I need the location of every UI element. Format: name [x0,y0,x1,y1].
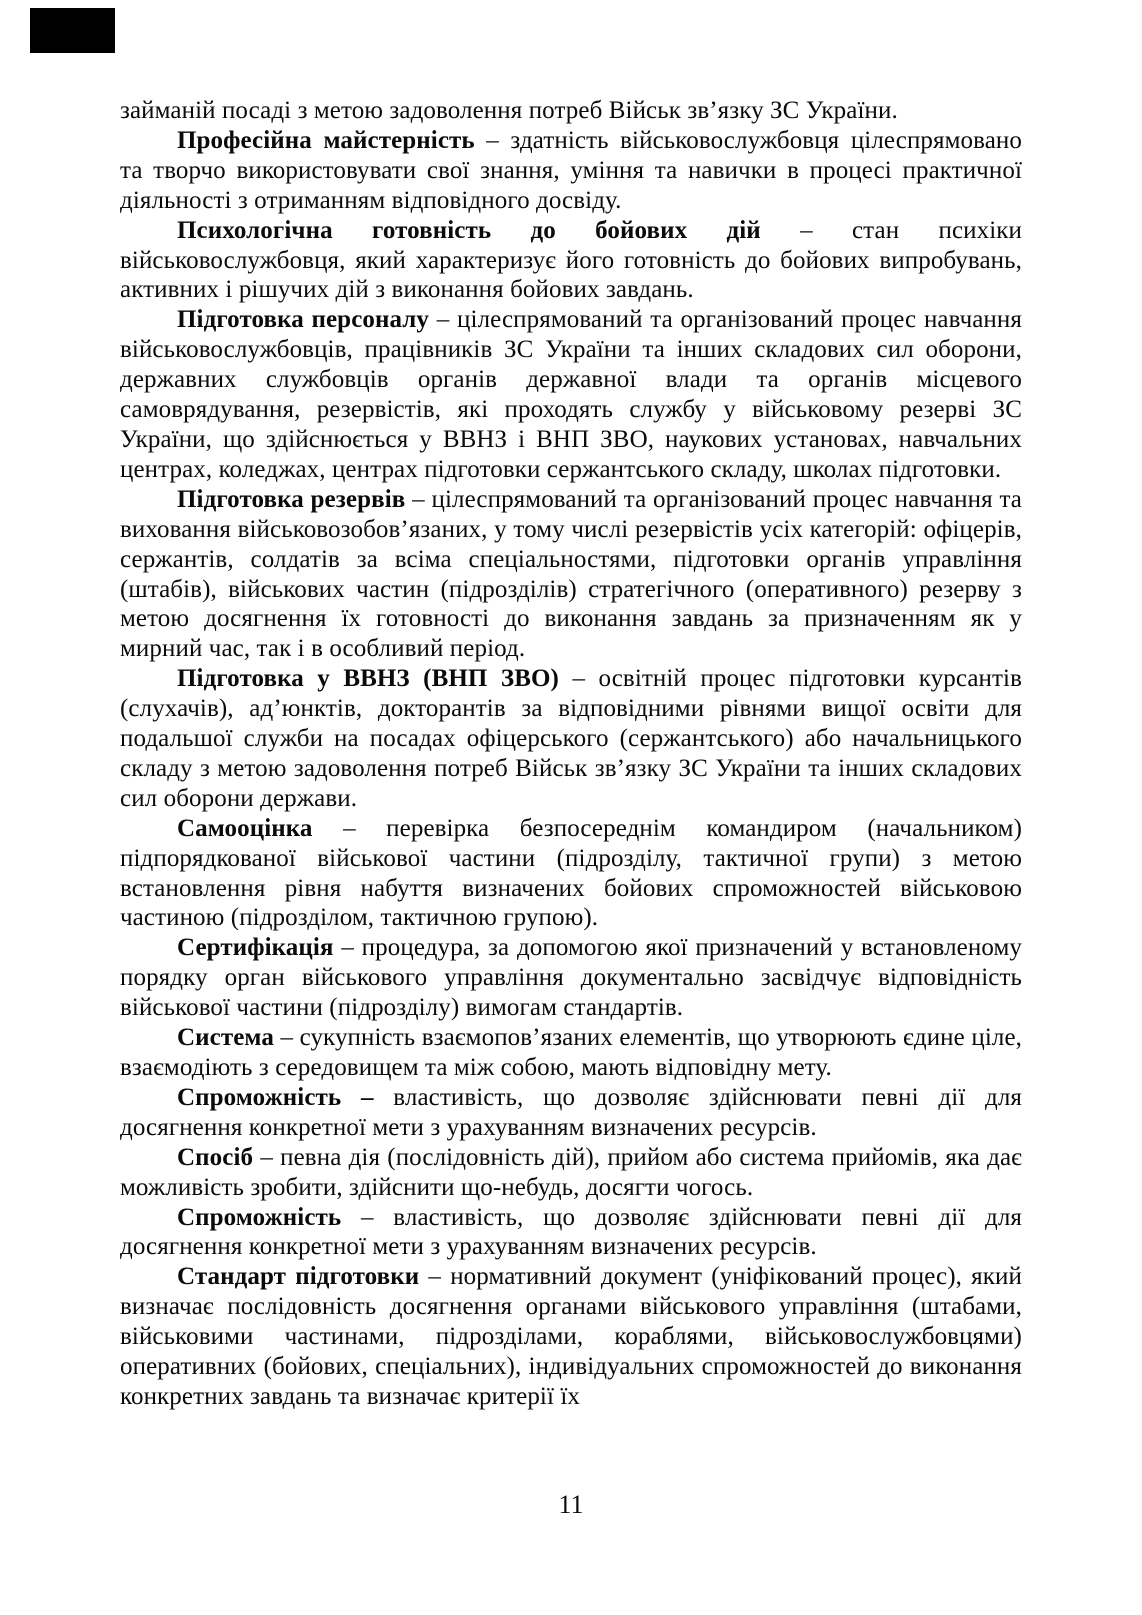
definition-paragraph [120,305,1022,484]
definition-paragraph [120,664,1022,814]
definition-term: Спроможність – [177,1083,374,1111]
definition-term: Сертифікація [177,934,334,962]
definition-body: – перевірка безпосереднім командиром (начальником) підпорядкованої військової частини (підрозділу, тактичної групи) з метою встановлення рівня набуття визначених бойових спроможностей військовою частиною (підрозділом, тактичною групою). [120,814,1022,932]
definition-paragraph [120,1203,1022,1263]
definitions-text-block [120,96,1022,1412]
definition-paragraph [120,96,1022,126]
definition-body: – властивість, що дозволяє здійснювати певні дії для досягнення конкретної мети з урахуванням визначених ресурсів. [120,1203,1022,1261]
definition-body: – стан психіки військовослужбовця, який характеризує його готовність до бойових випробувань, активних і рішучих дій з виконання бойових завдань. [120,216,1023,304]
definition-body: – освітній процес підготовки курсантів (слухачів), ад’юнктів, докторантів за відповідними рівнями вищої освіти для подальшої служби на посадах офіцерського (сержантського) або начальницького складу з метою задоволення потреб Військ зв’язку ЗС України та інших складових сил оборони держави. [120,665,1022,812]
definition-body: – процедура, за допомогою якої призначений у встановленому порядку орган військового управління документально засвідчує відповідність військової частини (підрозділу) вимогам стандартів. [120,934,1022,1022]
definition-paragraph [120,485,1022,664]
definition-body: – нормативний документ (уніфікований процес), який визначає послідовність досягнення органами військового управління (штабами, військовими частинами, підрозділами, кораблями, військовослужбовцями) оперативних (бойових, спеціальних), індивідуальних спроможностей до виконання конкретних завдань та визначає критерії їх [120,1263,1022,1410]
definition-term: Підготовка персоналу [177,306,430,334]
definition-body: властивість, що дозволяє здійснювати певні дії для досягнення конкретної мети з урахуванням визначених ресурсів. [120,1083,1023,1141]
definition-paragraph [120,216,1022,306]
definition-body: – цілеспрямований та організований процес навчання та виховання військовозобов’язаних, у тому числі резервістів усіх категорій: офіцерів, сержантів, солдатів за всіма спеціальностями, підготовки органів управління (штабів), військових частин (підрозділів) стратегічного (оперативного) резерву з метою досягнення їх готовності до виконання завдань за призначенням як у мирний час, так і в особливий період. [120,485,1022,663]
definition-body: – певна дія (послідовність дій), прийом або система прийомів, яка дає можливість зробити, здійснити що-небудь, досягти чогось. [120,1143,1022,1201]
definition-body: – цілеспрямований та організований процес навчання військовослужбовців, працівників ЗС України та інших складових сил оборони, державних службовців органів державної влади та органів місцевого самоврядування, резервістів, які проходять службу у військовому резерві ЗС України, що здійснюється у ВВНЗ і ВНП ЗВО, наукових установах, навчальних центрах, коледжах, центрах підготовки сержантського складу, школах підготовки. [120,306,1022,483]
definition-paragraph [120,1143,1022,1203]
definition-body: займаній посаді з метою задоволення потреб Військ зв’язку ЗС України. [120,97,898,124]
definition-term: Підготовка у ВВНЗ (ВНП ЗВО) [177,665,559,693]
definition-paragraph [120,126,1022,216]
definition-term: Самооцінка [177,814,313,842]
definition-term: Психологічна готовність до бойових дій [177,216,761,244]
definition-paragraph [120,1262,1022,1412]
definition-term: Спроможність [177,1203,342,1231]
definition-term: Система [177,1024,274,1052]
definition-paragraph [120,1023,1022,1083]
definition-paragraph [120,814,1022,934]
definition-term: Підготовка резервів [177,485,406,513]
definition-paragraph [120,933,1022,1023]
definition-term: Професійна майстерність [177,126,475,154]
definition-paragraph [120,1083,1022,1143]
definition-term: Стандарт підготовки [177,1263,420,1291]
definition-body: – здатність військовослужбовця цілеспрямовано та творчо використовувати свої знання, уміння та навички в процесі практичної діяльності з отриманням відповідного досвіду. [120,126,1022,214]
definition-term: Спосіб [177,1143,254,1171]
definition-body: – сукупність взаємопов’язаних елементів, що утворюють єдине ціле, взаємодіють з середовищем та між собою, мають відповідну мету. [120,1024,1022,1081]
page-number: 11 [558,1490,584,1519]
scan-artifact-mark [30,8,115,53]
